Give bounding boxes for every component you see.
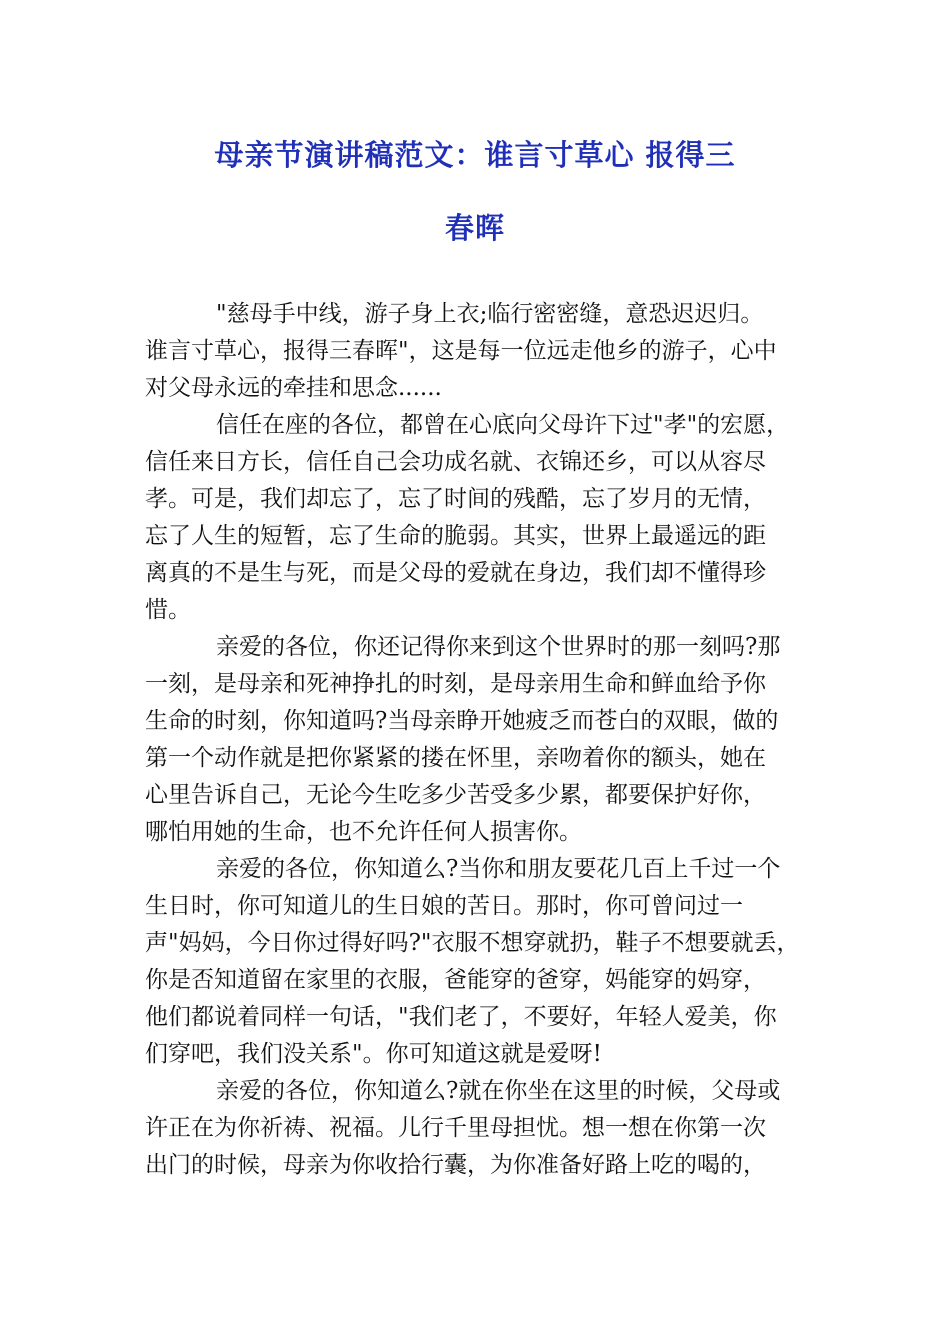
paragraph-1 (145, 296, 825, 407)
paragraph-line: 一刻，是母亲和死神挣扎的时刻，是母亲用生命和鲜血给予你 (145, 671, 766, 697)
paragraph-line: 他们都说着同样一句话，"我们老了，不要好，年轻人爱美，你 (145, 1004, 777, 1030)
paragraph-line: 孝。可是，我们却忘了，忘了时间的残酷，忘了岁月的无情， (145, 486, 766, 512)
paragraph-line: 亲爱的各位，你还记得你来到这个世界时的那一刻吗?那 (216, 634, 781, 660)
paragraph-5 (145, 1073, 825, 1184)
paragraph-line: 信任在座的各位，都曾在心底向父母许下过"孝"的宏愿， (216, 412, 790, 438)
paragraph-line: 谁言寸草心，报得三春晖"，这是每一位远走他乡的游子，心中 (145, 338, 777, 364)
paragraph-line: 忘了人生的短暂，忘了生命的脆弱。其实，世界上最遥远的距 (145, 523, 766, 549)
paragraph-line: 们穿吧，我们没关系"。你可知道这就是爱呀! (145, 1041, 602, 1067)
paragraph-line: 生日时，你可知道儿的生日娘的苦日。那时，你可曾问过一 (145, 893, 743, 919)
paragraph-4 (145, 851, 825, 1073)
paragraph-line: 第一个动作就是把你紧紧的搂在怀里，亲吻着你的额头，她在 (145, 745, 766, 771)
paragraph-line: 心里告诉自己，无论今生吃多少苦受多少累，都要保护好你， (145, 782, 766, 808)
document-body (145, 296, 825, 1184)
paragraph-line: 生命的时刻，你知道吗?当母亲睁开她疲乏而苍白的双眼，做的 (145, 708, 779, 734)
paragraph-line: 惜。 (145, 597, 191, 623)
paragraph-line: 离真的不是生与死，而是父母的爱就在身边，我们却不懂得珍 (145, 560, 766, 586)
paragraph-line: 信任来日方长，信任自己会功成名就、衣锦还乡，可以从容尽 (145, 449, 766, 475)
paragraph-line: 许正在为你祈祷、祝福。儿行千里母担忧。想一想在你第一次 (145, 1115, 766, 1141)
document-title-line-2: 春晖 (444, 211, 505, 245)
paragraph-3 (145, 629, 825, 851)
paragraph-line: "慈母手中线，游子身上衣;临行密密缝，意恐迟迟归。 (216, 301, 764, 327)
paragraph-line: 哪怕用她的生命，也不允许任何人损害你。 (145, 819, 582, 845)
paragraph-line: 声"妈妈，今日你过得好吗?"衣服不想穿就扔，鞋子不想要就丢， (145, 930, 800, 956)
paragraph-2 (145, 407, 825, 629)
paragraph-line: 亲爱的各位，你知道么?当你和朋友要花几百上千过一个 (216, 856, 781, 882)
paragraph-line: 你是否知道留在家里的衣服，爸能穿的爸穿，妈能穿的妈穿， (145, 967, 766, 993)
paragraph-line: 亲爱的各位，你知道么?就在你坐在这里的时候，父母或 (216, 1078, 781, 1104)
document-title-line-1: 母亲节演讲稿范文：谁言寸草心 报得三 (214, 138, 736, 172)
paragraph-line: 对父母永远的牵挂和思念...... (145, 375, 442, 401)
paragraph-line: 出门的时候，母亲为你收拾行囊，为你准备好路上吃的喝的， (145, 1152, 766, 1178)
